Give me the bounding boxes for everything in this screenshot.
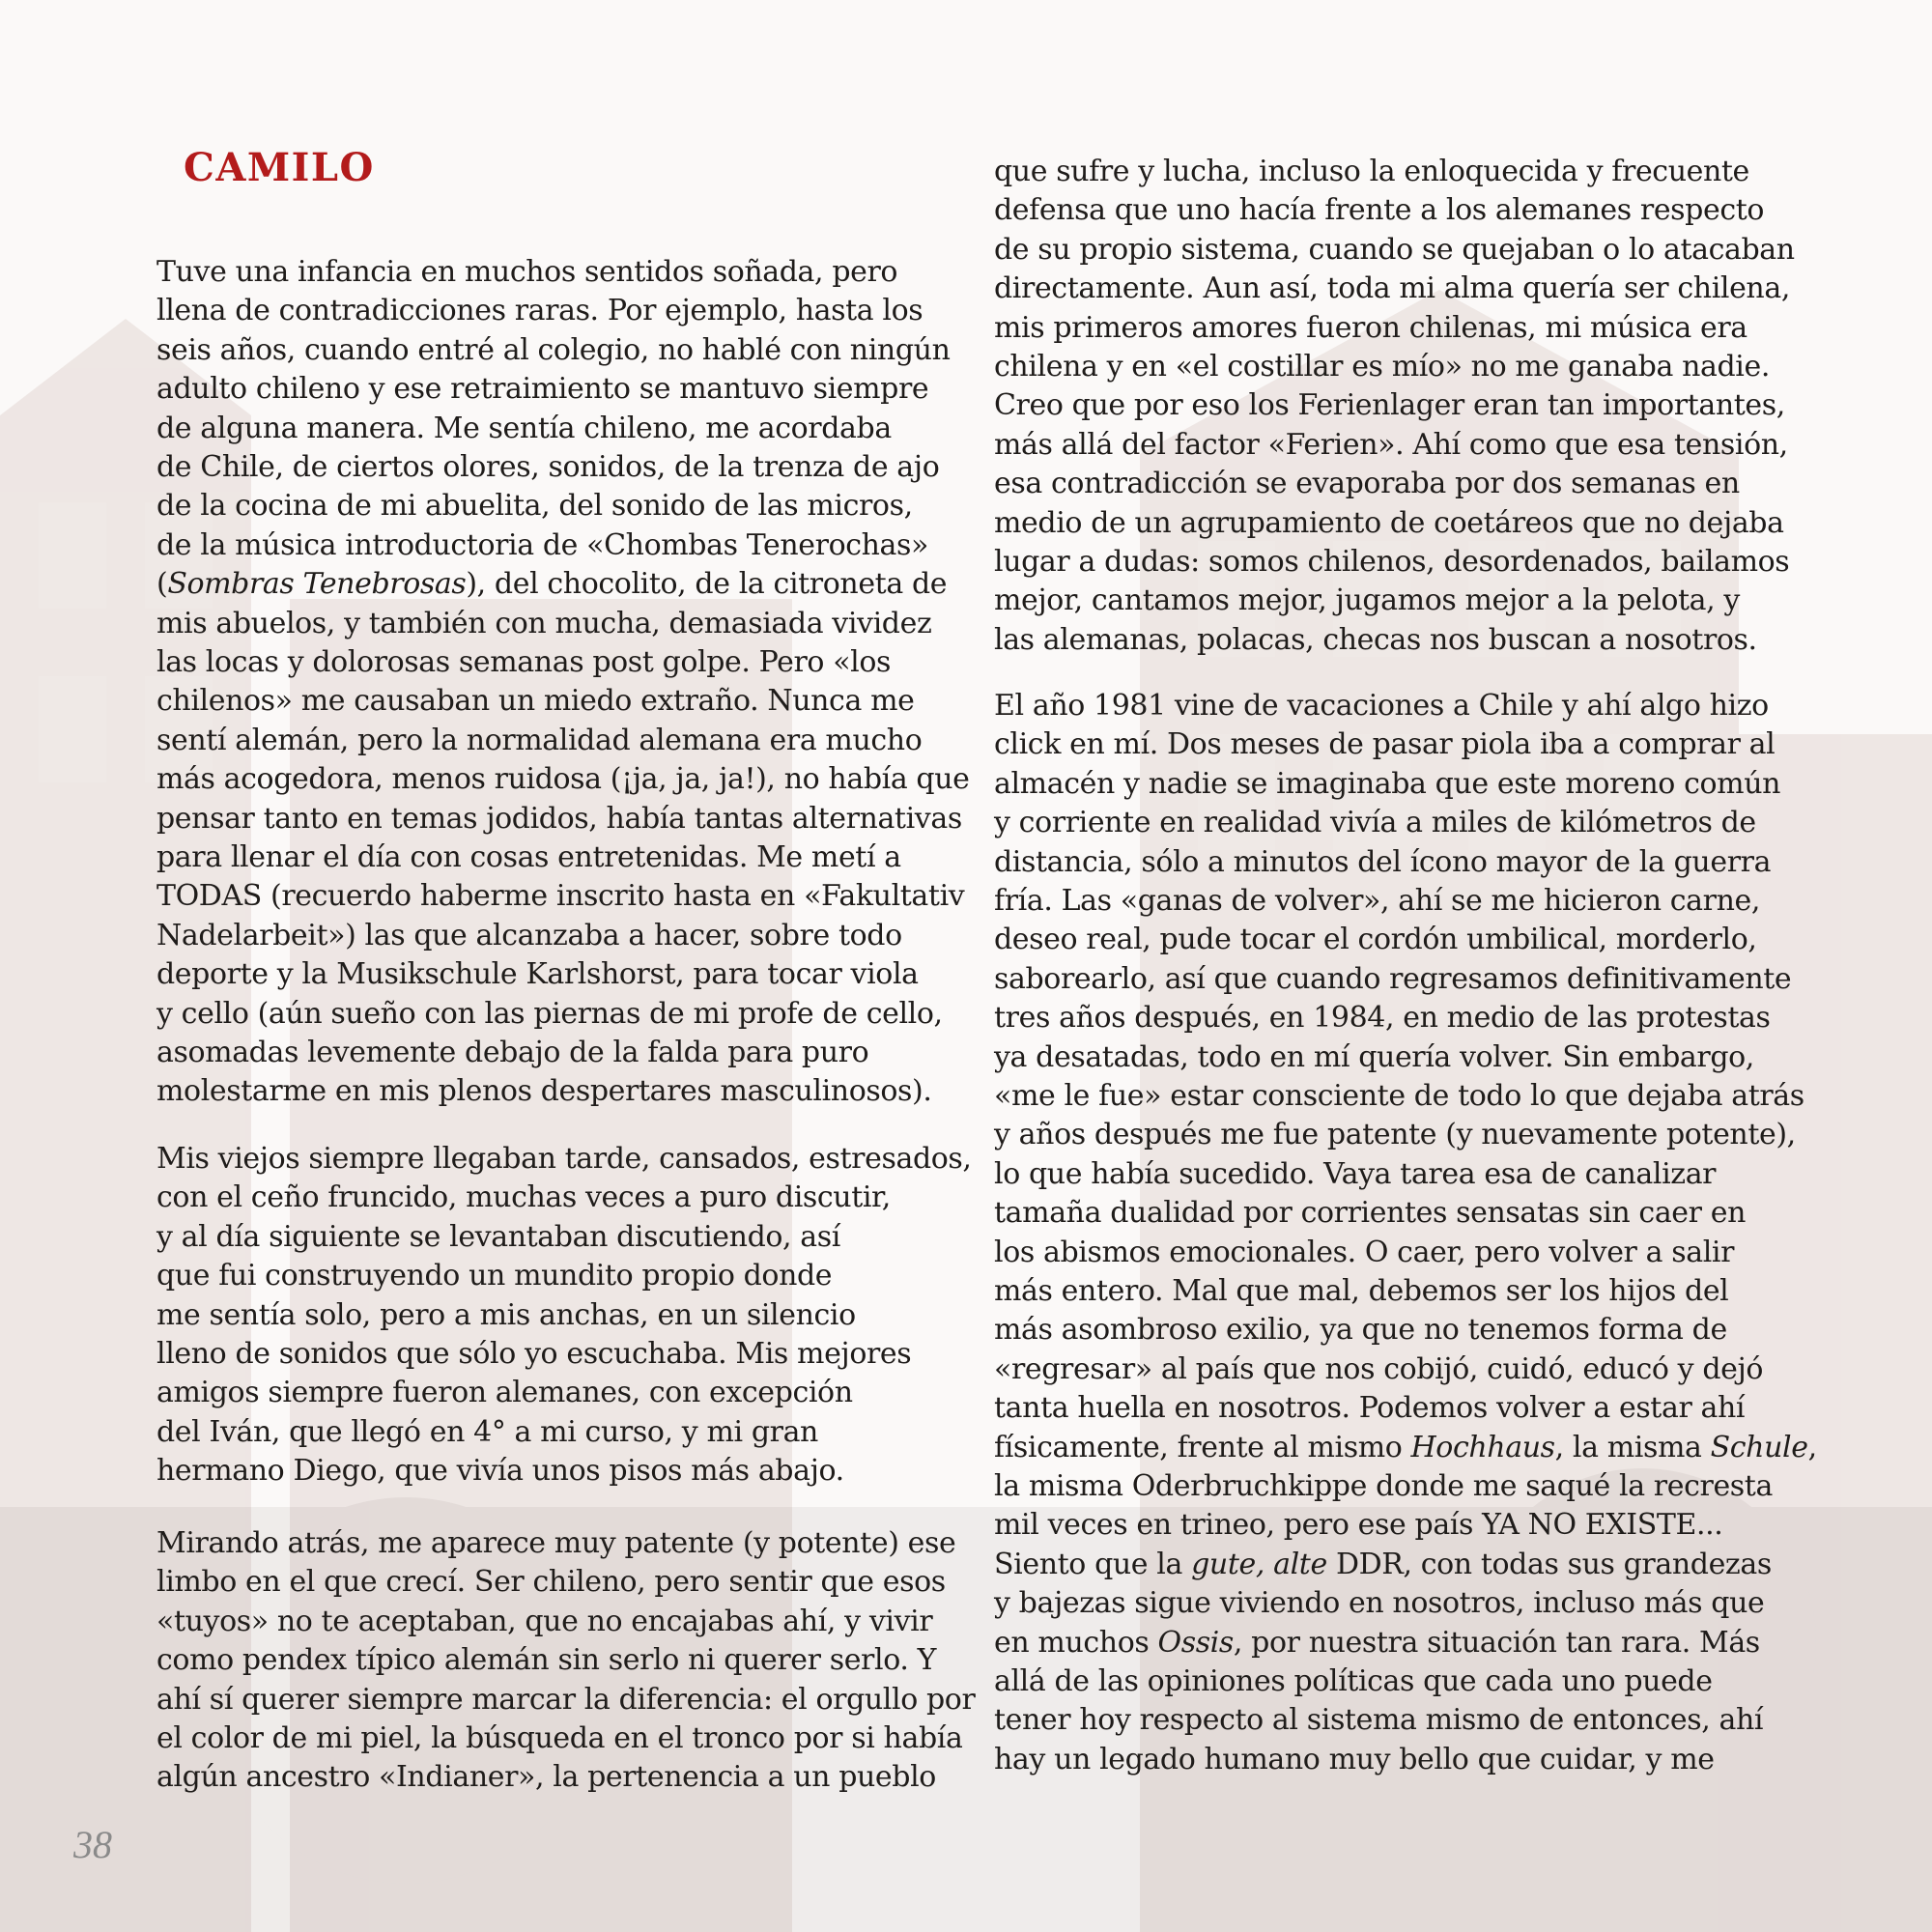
text-line: hay un legado humano muy bello que cuidar, y me (994, 1742, 1715, 1776)
text-line: tener hoy respecto al sistema mismo de entonces, ahí (994, 1703, 1764, 1738)
text-line: «me le fue» estar consciente de todo lo que dejaba atrás (994, 1079, 1804, 1113)
text-line: saborearlo, así que cuando regresamos definitivamente (994, 961, 1792, 996)
text-line: los abismos emocionales. O caer, pero volver a salir (994, 1235, 1735, 1269)
text-line: algún ancestro «Indianer», la pertenencia a un pueblo (156, 1760, 936, 1795)
text-line: allá de las opiniones políticas que cada uno puede (994, 1664, 1713, 1698)
text-line: de Chile, de ciertos olores, sonidos, de la trenza de ajo (156, 450, 940, 484)
text-line: y cello (aún sueño con las piernas de mi profe de cello, (156, 996, 943, 1031)
text-line: el color de mi piel, la búsqueda en el tronco por si había (156, 1721, 963, 1755)
text-line: adulto chileno y ese retraimiento se mantuvo siempre (156, 372, 929, 407)
text-line: las alemanas, polacas, checas nos buscan a nosotros. (994, 622, 1757, 657)
text-line: amigos siempre fueron alemanes, con excepción (156, 1376, 853, 1410)
text-line: Tuve una infancia en muchos sentidos soñada, pero (156, 255, 898, 289)
text-line: asomadas levemente debajo de la falda para puro (156, 1036, 869, 1069)
text-line: más entero. Mal que mal, debemos ser los hijos del (994, 1274, 1729, 1308)
text-line: ahí sí querer siempre marcar la diferencia: el orgullo por (156, 1682, 976, 1717)
text-line: que fui construyendo un mundito propio donde (156, 1259, 833, 1293)
text-line: me sentía solo, pero a mis anchas, en un silencio (156, 1297, 856, 1332)
text-line: tres años después, en 1984, en medio de las protestas (994, 1001, 1771, 1036)
text-line: de la música introductoria de «Chombas Tenerochas» (156, 527, 928, 562)
text-line: lleno de sonidos que sólo yo escuchaba. Mis mejores (156, 1337, 912, 1371)
text-line: más asombroso exilio, ya que no tenemos forma de (994, 1313, 1727, 1348)
text-line: llena de contradicciones raras. Por ejemplo, hasta los (156, 294, 923, 328)
text-line: distancia, sólo a minutos del ícono mayor de la guerra (994, 844, 1772, 879)
text-line: Nadelarbeit») las que alcanzaba a hacer, sobre todo (156, 918, 902, 952)
text-line: molestarme en mis plenos despertares masculinosos). (156, 1074, 932, 1109)
text-line: «tuyos» no te aceptaban, que no encajabas ahí, y vivir (156, 1604, 933, 1638)
text-line: y años después me fue patente (y nuevamente potente), (994, 1118, 1796, 1152)
text-line: sentí alemán, pero la normalidad alemana era mucho (156, 723, 923, 757)
text-line: seis años, cuando entré al colegio, no hablé con ningún (156, 332, 951, 367)
text-line: click en mí. Dos meses de pasar piola iba a comprar al (994, 727, 1776, 762)
text-line: tamaña dualidad por corrientes sensatas sin caer en (994, 1196, 1747, 1231)
text-line: y bajezas sigue viviendo en nosotros, incluso más que (994, 1586, 1765, 1621)
text-line: de su propio sistema, cuando se quejaban o lo atacaban (994, 232, 1795, 267)
text-line: tanta huella en nosotros. Podemos volver a estar ahí (994, 1391, 1746, 1426)
text-line: más allá del factor «Ferien». Ahí como que esa tensión, (994, 427, 1788, 462)
text-line: defensa que uno hacía frente a los alemanes respecto (994, 193, 1765, 228)
text-line: Siento que la gute, alte DDR, con todas sus grandezas (994, 1547, 1772, 1581)
text-line: lo que había sucedido. Vaya tarea esa de canalizar (994, 1156, 1717, 1191)
text-line: esa contradicción se evaporaba por dos semanas en (994, 467, 1740, 501)
text-line: limbo en el que crecí. Ser chileno, pero sentir que esos (156, 1565, 946, 1600)
text-line: chilenos» me causaban un miedo extraño. Nunca me (156, 684, 915, 719)
text-line: deporte y la Musikschule Karlshorst, para tocar viola (156, 957, 919, 992)
text-line: como pendex típico alemán sin serlo ni querer serlo. Y (156, 1643, 937, 1678)
text-line: con el ceño fruncido, muchas veces a puro discutir, (156, 1180, 891, 1215)
text-line: de alguna manera. Me sentía chileno, me acordaba (156, 411, 892, 445)
text-line: mis primeros amores fueron chilenas, mi música era (994, 310, 1747, 345)
text-line: y al día siguiente se levantaban discutiendo, así (156, 1219, 840, 1254)
text-line: pensar tanto en temas jodidos, había tantas alternativas (156, 801, 962, 836)
text-line: (Sombras Tenebrosas), del chocolito, de la citroneta de (156, 567, 948, 602)
section-heading: CAMILO (184, 145, 375, 190)
text-line: Creo que por eso los Ferienlager eran tan importantes, (994, 388, 1785, 423)
text-line: directamente. Aun así, toda mi alma quería ser chilena, (994, 271, 1790, 306)
text-line: de la cocina de mi abuelita, del sonido de las micros, (156, 489, 913, 524)
page-number: 38 (73, 1823, 112, 1866)
text-line: «regresar» al país que nos cobijó, cuidó, educó y dejó (994, 1351, 1764, 1386)
text-line: las locas y dolorosas semanas post golpe. Pero «los (156, 645, 892, 679)
text-line: medio de un agrupamiento de coetáreos que no dejaba (994, 505, 1784, 540)
text-line: deseo real, pude tocar el cordón umbilical, morderlo, (994, 923, 1757, 957)
text-line: fría. Las «ganas de volver», ahí se me hicieron carne, (994, 884, 1761, 918)
text-line: mejor, cantamos mejor, jugamos mejor a la pelota, y (994, 583, 1740, 618)
text-line: Mirando atrás, me aparece muy patente (y potente) ese (156, 1526, 956, 1560)
text-line: mis abuelos, y también con mucha, demasiada vividez (156, 606, 932, 640)
text-line: para llenar el día con cosas entretenidas. Me metí a (156, 840, 901, 874)
text-line: hermano Diego, que vivía unos pisos más abajo. (156, 1454, 844, 1489)
text-line: El año 1981 vine de vacaciones a Chile y ahí algo hizo (994, 689, 1769, 723)
text-line: físicamente, frente al mismo Hochhaus, la misma Schule, (994, 1430, 1817, 1464)
text-line: lugar a dudas: somos chilenos, desordenados, bailamos (994, 545, 1790, 579)
text-line: TODAS (recuerdo haberme inscrito hasta en «Fakultativ (156, 879, 965, 914)
text-line: y corriente en realidad vivía a miles de kilómetros de (994, 806, 1756, 840)
text-line: más acogedora, menos ruidosa (¡ja, ja, ja!), no había que (156, 762, 970, 797)
text-line: Mis viejos siempre llegaban tarde, cansados, estresados, (156, 1142, 972, 1176)
text-line: del Iván, que llegó en 4° a mi curso, y mi gran (156, 1414, 818, 1449)
text-line: chilena y en «el costillar es mío» no me ganaba nadie. (994, 350, 1770, 384)
text-line: que sufre y lucha, incluso la enloquecida y frecuente (994, 155, 1749, 188)
text-line: almacén y nadie se imaginaba que este moreno común (994, 766, 1781, 801)
text-line: ya desatadas, todo en mí quería volver. Sin embargo, (994, 1039, 1754, 1074)
text-line: en muchos Ossis, por nuestra situación tan rara. Más (994, 1625, 1760, 1660)
text-line: mil veces en trineo, pero ese país YA NO EXISTE... (994, 1508, 1723, 1543)
text-line: la misma Oderbruchkippe donde me saqué la recresta (994, 1469, 1773, 1503)
